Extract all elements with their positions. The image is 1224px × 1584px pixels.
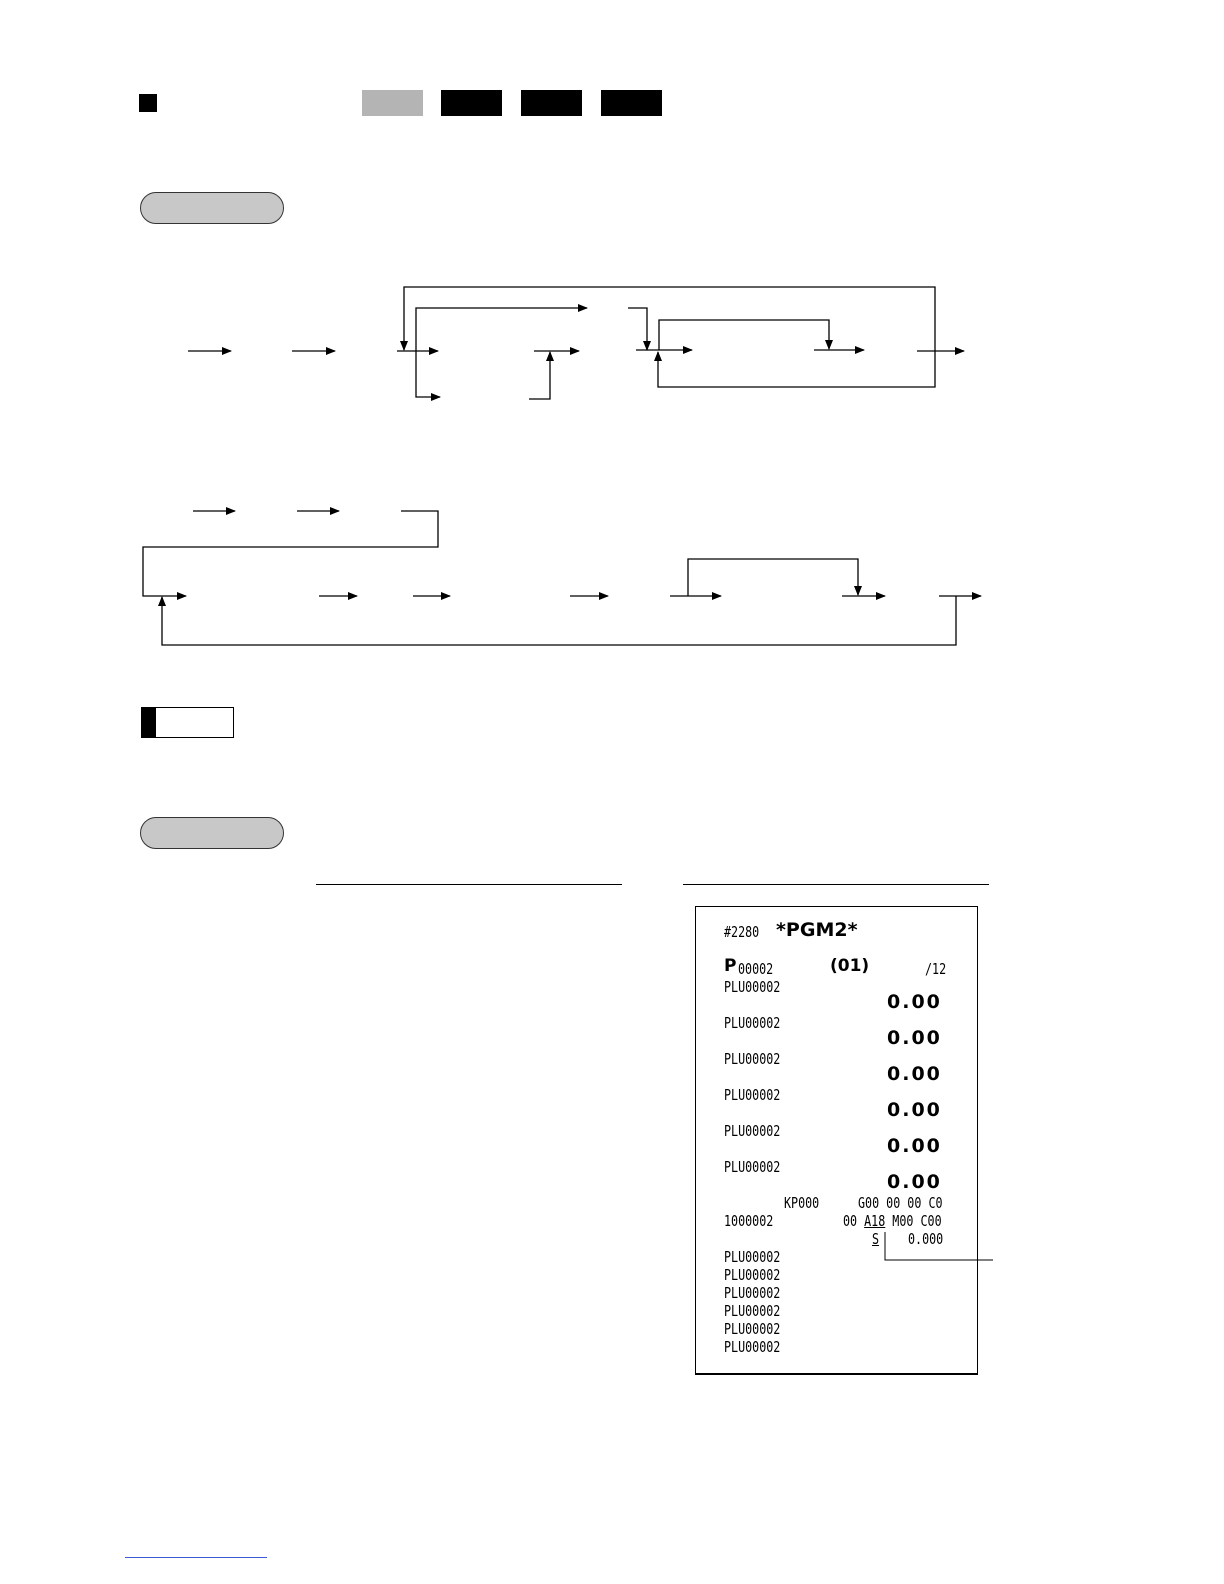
- note-box: [141, 707, 234, 738]
- flow-loop: [658, 351, 935, 387]
- receipt-p-prefix: P: [724, 956, 737, 976]
- flow-loop: [404, 287, 935, 351]
- key-sequence-diagram: [0, 0, 1224, 700]
- receipt-slash-code: /12: [925, 960, 947, 978]
- plu-list-item: PLU00002: [724, 1302, 781, 1320]
- footer-link[interactable]: [125, 1557, 267, 1558]
- amount-line: 0.00: [887, 1063, 942, 1085]
- amount-line: 0.00: [887, 991, 942, 1013]
- plu-list-item: PLU00002: [724, 1266, 781, 1284]
- flow-link: [143, 511, 438, 596]
- plu-line: PLU00002: [724, 1050, 781, 1068]
- plu-line: PLU00002: [724, 1158, 781, 1176]
- flow-branch: [659, 320, 829, 350]
- flow-branch: [628, 308, 647, 350]
- plu-list-item: PLU00002: [724, 1338, 781, 1356]
- note-marker: [142, 708, 156, 737]
- s-flag: S: [872, 1230, 880, 1248]
- key-operation-rule: [316, 884, 622, 885]
- plu-line: PLU00002: [724, 1014, 781, 1032]
- print-rule: [683, 884, 989, 885]
- amount-line: 0.00: [887, 1027, 942, 1049]
- example-label: [140, 817, 284, 849]
- s-value: 0.000: [908, 1230, 944, 1248]
- flow-branch: [416, 308, 587, 351]
- plu-line: PLU00002: [724, 1122, 781, 1140]
- receipt-mode-title: *PGM2*: [776, 919, 858, 941]
- flow-branch: [416, 351, 440, 397]
- plu-list-item: PLU00002: [724, 1284, 781, 1302]
- receipt-p-code: 00002: [738, 960, 774, 978]
- amount-line: 0.00: [887, 1099, 942, 1121]
- amount-line: 0.00: [887, 1135, 942, 1157]
- flow-branch: [688, 559, 858, 596]
- flow-branch: [529, 352, 550, 399]
- status-flags: [843, 1212, 942, 1230]
- status-flags-pre: 00: [843, 1212, 865, 1230]
- receipt-printout: [695, 906, 978, 1375]
- status-flag-underlined: A18: [864, 1212, 886, 1230]
- plu-line: PLU00002: [724, 978, 781, 996]
- kp-code: KP000: [784, 1194, 820, 1212]
- receipt-paren-code: (01): [830, 956, 870, 976]
- plu-list-item: PLU00002: [724, 1320, 781, 1338]
- plu-line: PLU00002: [724, 1086, 781, 1104]
- plu-list-item: PLU00002: [724, 1248, 781, 1266]
- receipt-number: #2280: [724, 923, 760, 941]
- amount-line: 0.00: [887, 1171, 942, 1193]
- item-code: 1000002: [724, 1212, 774, 1230]
- flow-loop: [162, 596, 956, 645]
- kp-flags: G00 00 00 C0: [858, 1194, 943, 1212]
- status-flags-post: M00 C00: [885, 1212, 942, 1230]
